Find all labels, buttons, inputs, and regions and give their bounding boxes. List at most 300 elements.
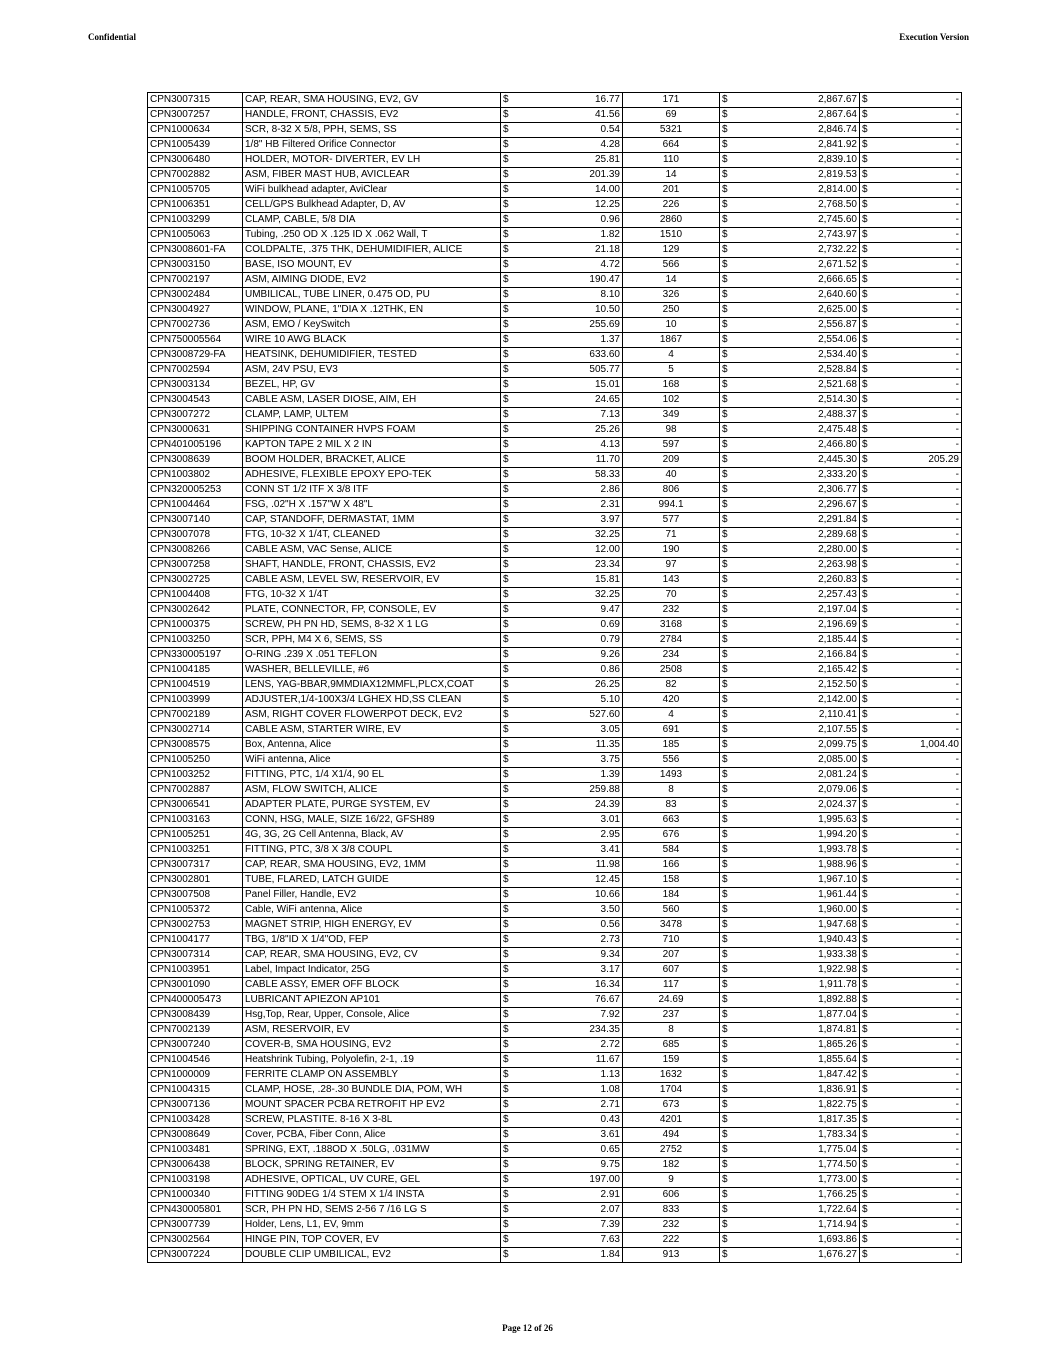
extended-value-cell: 2,640.60: [732, 288, 860, 303]
unit-price-cell: 3.50: [513, 903, 623, 918]
part-number-cell: CPN1004177: [148, 933, 243, 948]
description-cell: WiFi bulkhead adapter, AviClear: [243, 183, 501, 198]
description-cell: CABLE ASSY, EMER OFF BLOCK: [243, 978, 501, 993]
unit-price-cell: 15.81: [513, 573, 623, 588]
table-row: [148, 498, 962, 513]
currency-symbol: $: [860, 948, 873, 963]
extended-value-cell: 1,993.78: [732, 843, 860, 858]
table-row: [148, 1188, 962, 1203]
currency-symbol: $: [720, 753, 733, 768]
unit-price-cell: 3.75: [513, 753, 623, 768]
quantity-cell: 8: [623, 783, 720, 798]
unit-price-cell: 4.13: [513, 438, 623, 453]
extended-value-cell: 1,865.26: [732, 1038, 860, 1053]
quantity-cell: 913: [623, 1248, 720, 1263]
currency-symbol: $: [501, 1188, 514, 1203]
last-value-cell: -: [872, 1068, 962, 1083]
description-cell: FERRITE CLAMP ON ASSEMBLY: [243, 1068, 501, 1083]
unit-price-cell: 9.47: [513, 603, 623, 618]
unit-price-cell: 9.75: [513, 1158, 623, 1173]
quantity-cell: 560: [623, 903, 720, 918]
part-number-cell: CPN3008575: [148, 738, 243, 753]
currency-symbol: $: [860, 1098, 873, 1113]
table-row: [148, 768, 962, 783]
currency-symbol: $: [860, 873, 873, 888]
currency-symbol: $: [860, 348, 873, 363]
extended-value-cell: 2,554.06: [732, 333, 860, 348]
unit-price-cell: 14.00: [513, 183, 623, 198]
extended-value-cell: 2,152.50: [732, 678, 860, 693]
table-row: [148, 108, 962, 123]
last-value-cell: -: [872, 993, 962, 1008]
description-cell: BASE, ISO MOUNT, EV: [243, 258, 501, 273]
unit-price-cell: 2.73: [513, 933, 623, 948]
unit-price-cell: 24.65: [513, 393, 623, 408]
currency-symbol: $: [720, 138, 733, 153]
part-number-cell: CPN3007258: [148, 558, 243, 573]
unit-price-cell: 7.13: [513, 408, 623, 423]
table-row: [148, 1248, 962, 1263]
extended-value-cell: 2,732.22: [732, 243, 860, 258]
extended-value-cell: 2,768.50: [732, 198, 860, 213]
part-number-cell: CPN1003428: [148, 1113, 243, 1128]
extended-value-cell: 2,260.83: [732, 573, 860, 588]
currency-symbol: $: [501, 783, 514, 798]
currency-symbol: $: [860, 123, 873, 138]
unit-price-cell: 58.33: [513, 468, 623, 483]
description-cell: 4G, 3G, 2G Cell Antenna, Black, AV: [243, 828, 501, 843]
currency-symbol: $: [501, 1173, 514, 1188]
last-value-cell: -: [872, 303, 962, 318]
currency-symbol: $: [860, 528, 873, 543]
last-value-cell: -: [872, 348, 962, 363]
currency-symbol: $: [860, 678, 873, 693]
part-number-cell: CPN1003481: [148, 1143, 243, 1158]
currency-symbol: $: [860, 378, 873, 393]
table-row: [148, 1038, 962, 1053]
description-cell: BEZEL, HP, GV: [243, 378, 501, 393]
description-cell: FITTING, PTC, 1/4 X1/4, 90 EL: [243, 768, 501, 783]
table-row: [148, 228, 962, 243]
currency-symbol: $: [860, 363, 873, 378]
currency-symbol: $: [720, 813, 733, 828]
table-row: [148, 333, 962, 348]
quantity-cell: 2508: [623, 663, 720, 678]
extended-value-cell: 2,514.30: [732, 393, 860, 408]
unit-price-cell: 633.60: [513, 348, 623, 363]
part-number-cell: CPN750005564: [148, 333, 243, 348]
unit-price-cell: 505.77: [513, 363, 623, 378]
description-cell: WASHER, BELLEVILLE, #6: [243, 663, 501, 678]
currency-symbol: $: [720, 1008, 733, 1023]
description-cell: ASM, RIGHT COVER FLOWERPOT DECK, EV2: [243, 708, 501, 723]
quantity-cell: 710: [623, 933, 720, 948]
currency-symbol: $: [501, 663, 514, 678]
currency-symbol: $: [501, 678, 514, 693]
table-row: [148, 588, 962, 603]
currency-symbol: $: [860, 828, 873, 843]
description-cell: FTG, 10-32 X 1/4T: [243, 588, 501, 603]
extended-value-cell: 2,819.53: [732, 168, 860, 183]
currency-symbol: $: [720, 468, 733, 483]
part-number-cell: CPN3002753: [148, 918, 243, 933]
description-cell: COLDPALTE, .375 THK, DEHUMIDIFIER, ALICE: [243, 243, 501, 258]
description-cell: KAPTON TAPE 2 MIL X 2 IN: [243, 438, 501, 453]
currency-symbol: $: [860, 1173, 873, 1188]
quantity-cell: 14: [623, 273, 720, 288]
currency-symbol: $: [860, 573, 873, 588]
currency-symbol: $: [860, 768, 873, 783]
unit-price-cell: 0.65: [513, 1143, 623, 1158]
table-row: [148, 603, 962, 618]
currency-symbol: $: [860, 783, 873, 798]
extended-value-cell: 1,874.81: [732, 1023, 860, 1038]
unit-price-cell: 1.37: [513, 333, 623, 348]
quantity-cell: 2752: [623, 1143, 720, 1158]
currency-symbol: $: [501, 798, 514, 813]
currency-symbol: $: [720, 1173, 733, 1188]
quantity-cell: 143: [623, 573, 720, 588]
table-row: [148, 903, 962, 918]
unit-price-cell: 5.10: [513, 693, 623, 708]
table-row: [148, 273, 962, 288]
currency-symbol: $: [860, 108, 873, 123]
quantity-cell: 98: [623, 423, 720, 438]
last-value-cell: -: [872, 1008, 962, 1023]
last-value-cell: -: [872, 858, 962, 873]
extended-value-cell: 2,521.68: [732, 378, 860, 393]
currency-symbol: $: [720, 303, 733, 318]
currency-symbol: $: [501, 1128, 514, 1143]
quantity-cell: 190: [623, 543, 720, 558]
description-cell: Holder, Lens, L1, EV, 9mm: [243, 1218, 501, 1233]
currency-symbol: $: [501, 288, 514, 303]
parts-table: [147, 92, 962, 1263]
table-row: [148, 873, 962, 888]
extended-value-cell: 2,185.44: [732, 633, 860, 648]
currency-symbol: $: [720, 738, 733, 753]
last-value-cell: -: [872, 843, 962, 858]
unit-price-cell: 527.60: [513, 708, 623, 723]
table-row: [148, 438, 962, 453]
part-number-cell: CPN3008729-FA: [148, 348, 243, 363]
extended-value-cell: 1,922.98: [732, 963, 860, 978]
currency-symbol: $: [720, 768, 733, 783]
extended-value-cell: 2,280.00: [732, 543, 860, 558]
extended-value-cell: 1,783.34: [732, 1128, 860, 1143]
table-row: [148, 303, 962, 318]
currency-symbol: $: [720, 723, 733, 738]
description-cell: ASM, 24V PSU, EV3: [243, 363, 501, 378]
quantity-cell: 2860: [623, 213, 720, 228]
part-number-cell: CPN3007257: [148, 108, 243, 123]
table-row: [148, 813, 962, 828]
description-cell: CABLE ASM, VAC Sense, ALICE: [243, 543, 501, 558]
description-cell: TUBE, FLARED, LATCH GUIDE: [243, 873, 501, 888]
part-number-cell: CPN1000634: [148, 123, 243, 138]
unit-price-cell: 1.39: [513, 768, 623, 783]
currency-symbol: $: [860, 288, 873, 303]
table-row: [148, 663, 962, 678]
currency-symbol: $: [720, 843, 733, 858]
unit-price-cell: 4.28: [513, 138, 623, 153]
part-number-cell: CPN1003802: [148, 468, 243, 483]
currency-symbol: $: [720, 498, 733, 513]
quantity-cell: 4: [623, 348, 720, 363]
unit-price-cell: 0.79: [513, 633, 623, 648]
currency-symbol: $: [860, 1083, 873, 1098]
currency-symbol: $: [720, 663, 733, 678]
currency-symbol: $: [720, 528, 733, 543]
quantity-cell: 994.1: [623, 498, 720, 513]
last-value-cell: -: [872, 708, 962, 723]
quantity-cell: 83: [623, 798, 720, 813]
table-row: [148, 858, 962, 873]
currency-symbol: $: [720, 258, 733, 273]
currency-symbol: $: [720, 1128, 733, 1143]
currency-symbol: $: [501, 813, 514, 828]
currency-symbol: $: [720, 1203, 733, 1218]
part-number-cell: CPN1000375: [148, 618, 243, 633]
extended-value-cell: 2,024.37: [732, 798, 860, 813]
currency-symbol: $: [720, 108, 733, 123]
table-row: [148, 1233, 962, 1248]
currency-symbol: $: [501, 708, 514, 723]
description-cell: CAP, REAR, SMA HOUSING, EV2, 1MM: [243, 858, 501, 873]
currency-symbol: $: [860, 1143, 873, 1158]
currency-symbol: $: [501, 888, 514, 903]
last-value-cell: -: [872, 438, 962, 453]
currency-symbol: $: [501, 1158, 514, 1173]
quantity-cell: 226: [623, 198, 720, 213]
currency-symbol: $: [860, 1113, 873, 1128]
currency-symbol: $: [720, 1188, 733, 1203]
table-row: [148, 543, 962, 558]
part-number-cell: CPN3007314: [148, 948, 243, 963]
last-value-cell: -: [872, 1113, 962, 1128]
unit-price-cell: 0.54: [513, 123, 623, 138]
unit-price-cell: 0.43: [513, 1113, 623, 1128]
part-number-cell: CPN3007136: [148, 1098, 243, 1113]
description-cell: COVER-B, SMA HOUSING, EV2: [243, 1038, 501, 1053]
quantity-cell: 234: [623, 648, 720, 663]
currency-symbol: $: [501, 768, 514, 783]
description-cell: FTG, 10-32 X 1/4T, CLEANED: [243, 528, 501, 543]
currency-symbol: $: [860, 978, 873, 993]
description-cell: Cable, WiFi antenna, Alice: [243, 903, 501, 918]
currency-symbol: $: [720, 888, 733, 903]
part-number-cell: CPN3002714: [148, 723, 243, 738]
currency-symbol: $: [720, 873, 733, 888]
table-row: [148, 453, 962, 468]
currency-symbol: $: [860, 648, 873, 663]
table-row: [148, 993, 962, 1008]
part-number-cell: CPN1005250: [148, 753, 243, 768]
currency-symbol: $: [501, 738, 514, 753]
extended-value-cell: 2,085.00: [732, 753, 860, 768]
currency-symbol: $: [501, 168, 514, 183]
quantity-cell: 806: [623, 483, 720, 498]
unit-price-cell: 0.96: [513, 213, 623, 228]
description-cell: CAP, STANDOFF, DERMASTAT, 1MM: [243, 513, 501, 528]
last-value-cell: -: [872, 543, 962, 558]
currency-symbol: $: [501, 1233, 514, 1248]
last-value-cell: -: [872, 903, 962, 918]
quantity-cell: 82: [623, 678, 720, 693]
currency-symbol: $: [720, 678, 733, 693]
part-number-cell: CPN401005196: [148, 438, 243, 453]
unit-price-cell: 10.50: [513, 303, 623, 318]
currency-symbol: $: [860, 138, 873, 153]
extended-value-cell: 1,693.86: [732, 1233, 860, 1248]
unit-price-cell: 9.34: [513, 948, 623, 963]
description-cell: HOLDER, MOTOR- DIVERTER, EV LH: [243, 153, 501, 168]
extended-value-cell: 2,333.20: [732, 468, 860, 483]
last-value-cell: -: [872, 783, 962, 798]
currency-symbol: $: [720, 1218, 733, 1233]
description-cell: HANDLE, FRONT, CHASSIS, EV2: [243, 108, 501, 123]
currency-symbol: $: [720, 153, 733, 168]
unit-price-cell: 25.81: [513, 153, 623, 168]
currency-symbol: $: [860, 798, 873, 813]
currency-symbol: $: [501, 153, 514, 168]
table-row: [148, 753, 962, 768]
extended-value-cell: 2,846.74: [732, 123, 860, 138]
part-number-cell: CPN3007508: [148, 888, 243, 903]
extended-value-cell: 2,263.98: [732, 558, 860, 573]
currency-symbol: $: [501, 1038, 514, 1053]
unit-price-cell: 32.25: [513, 588, 623, 603]
currency-symbol: $: [501, 1113, 514, 1128]
currency-symbol: $: [860, 903, 873, 918]
part-number-cell: CPN3007315: [148, 93, 243, 108]
currency-symbol: $: [501, 483, 514, 498]
description-cell: FITTING 90DEG 1/4 STEM X 1/4 INSTA: [243, 1188, 501, 1203]
quantity-cell: 129: [623, 243, 720, 258]
currency-symbol: $: [860, 453, 873, 468]
part-number-cell: CPN1005251: [148, 828, 243, 843]
unit-price-cell: 11.35: [513, 738, 623, 753]
part-number-cell: CPN1003198: [148, 1173, 243, 1188]
table-row: [148, 1128, 962, 1143]
quantity-cell: 10: [623, 318, 720, 333]
extended-value-cell: 1,967.10: [732, 873, 860, 888]
description-cell: WINDOW, PLANE, 1"DIA X .12THK, EN: [243, 303, 501, 318]
currency-symbol: $: [720, 198, 733, 213]
last-value-cell: -: [872, 228, 962, 243]
extended-value-cell: 1,817.35: [732, 1113, 860, 1128]
part-number-cell: CPN7002887: [148, 783, 243, 798]
currency-symbol: $: [860, 183, 873, 198]
unit-price-cell: 0.56: [513, 918, 623, 933]
currency-symbol: $: [720, 393, 733, 408]
execution-version-label: Execution Version: [899, 32, 969, 42]
currency-symbol: $: [501, 528, 514, 543]
currency-symbol: $: [860, 543, 873, 558]
last-value-cell: -: [872, 408, 962, 423]
description-cell: MOUNT SPACER PCBA RETROFIT HP EV2: [243, 1098, 501, 1113]
extended-value-cell: 1,773.00: [732, 1173, 860, 1188]
unit-price-cell: 12.45: [513, 873, 623, 888]
quantity-cell: 159: [623, 1053, 720, 1068]
currency-symbol: $: [860, 1038, 873, 1053]
table-row: [148, 1083, 962, 1098]
extended-value-cell: 2,625.00: [732, 303, 860, 318]
currency-symbol: $: [501, 363, 514, 378]
last-value-cell: -: [872, 1173, 962, 1188]
part-number-cell: CPN1004519: [148, 678, 243, 693]
unit-price-cell: 2.31: [513, 498, 623, 513]
part-number-cell: CPN3007739: [148, 1218, 243, 1233]
currency-symbol: $: [501, 93, 514, 108]
currency-symbol: $: [860, 1203, 873, 1218]
last-value-cell: -: [872, 753, 962, 768]
last-value-cell: -: [872, 948, 962, 963]
unit-price-cell: 3.41: [513, 843, 623, 858]
part-number-cell: CPN330005197: [148, 648, 243, 663]
last-value-cell: -: [872, 213, 962, 228]
currency-symbol: $: [860, 513, 873, 528]
description-cell: HINGE PIN, TOP COVER, EV: [243, 1233, 501, 1248]
confidential-label: Confidential: [88, 32, 137, 42]
description-cell: ADAPTER PLATE, PURGE SYSTEM, EV: [243, 798, 501, 813]
currency-symbol: $: [720, 1068, 733, 1083]
description-cell: Label, Impact Indicator, 25G: [243, 963, 501, 978]
last-value-cell: -: [872, 198, 962, 213]
currency-symbol: $: [720, 783, 733, 798]
currency-symbol: $: [720, 978, 733, 993]
table-row: [148, 978, 962, 993]
description-cell: CLAMP, LAMP, ULTEM: [243, 408, 501, 423]
table-row: [148, 183, 962, 198]
description-cell: SCR, PH PN HD, SEMS 2-56 7 /16 LG S: [243, 1203, 501, 1218]
last-value-cell: -: [872, 528, 962, 543]
quantity-cell: 1510: [623, 228, 720, 243]
last-value-cell: -: [872, 1233, 962, 1248]
extended-value-cell: 1,855.64: [732, 1053, 860, 1068]
extended-value-cell: 2,839.10: [732, 153, 860, 168]
currency-symbol: $: [720, 543, 733, 558]
unit-price-cell: 3.97: [513, 513, 623, 528]
quantity-cell: 232: [623, 1218, 720, 1233]
currency-symbol: $: [501, 933, 514, 948]
extended-value-cell: 2,556.87: [732, 318, 860, 333]
table-row: [148, 138, 962, 153]
extended-value-cell: 1,775.04: [732, 1143, 860, 1158]
unit-price-cell: 26.25: [513, 678, 623, 693]
description-cell: 1/8" HB Filtered Orifice Connector: [243, 138, 501, 153]
parts-table-body: [148, 93, 962, 1263]
extended-value-cell: 1,847.42: [732, 1068, 860, 1083]
currency-symbol: $: [720, 1098, 733, 1113]
currency-symbol: $: [860, 498, 873, 513]
unit-price-cell: 0.86: [513, 663, 623, 678]
description-cell: ASM, FIBER MAST HUB, AVICLEAR: [243, 168, 501, 183]
last-value-cell: -: [872, 618, 962, 633]
description-cell: MAGNET STRIP, HIGH ENERGY, EV: [243, 918, 501, 933]
part-number-cell: CPN7002189: [148, 708, 243, 723]
last-value-cell: -: [872, 483, 962, 498]
unit-price-cell: 2.72: [513, 1038, 623, 1053]
last-value-cell: -: [872, 423, 962, 438]
currency-symbol: $: [860, 273, 873, 288]
table-row: [148, 738, 962, 753]
currency-symbol: $: [860, 603, 873, 618]
currency-symbol: $: [720, 693, 733, 708]
table-row: [148, 798, 962, 813]
currency-symbol: $: [501, 1083, 514, 1098]
currency-symbol: $: [860, 633, 873, 648]
